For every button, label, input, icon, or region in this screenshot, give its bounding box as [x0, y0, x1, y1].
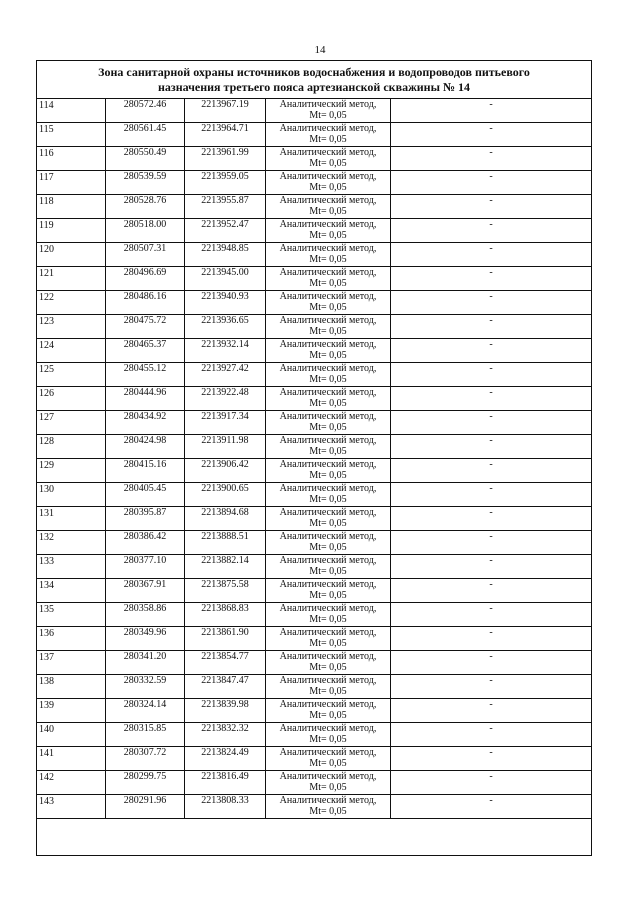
- x-coordinate-cell: 280395.87: [106, 507, 185, 531]
- table-row: [37, 723, 591, 747]
- y-coordinate-cell: 2213936.65: [185, 315, 266, 339]
- table-row: [37, 387, 591, 411]
- method-text: Аналитический метод,: [279, 267, 377, 278]
- accuracy-text: Mt= 0,05: [309, 182, 347, 193]
- method-text: Аналитический метод,: [279, 795, 377, 806]
- table-row: [37, 99, 591, 123]
- y-coordinate-cell: 2213875.58: [185, 579, 266, 603]
- accuracy-text: Mt= 0,05: [309, 542, 347, 553]
- x-coordinate-cell: 280518.00: [106, 219, 185, 243]
- accuracy-text: Mt= 0,05: [309, 638, 347, 649]
- table-row: [37, 603, 591, 627]
- table-row: [37, 219, 591, 243]
- y-coordinate-cell: 2213948.85: [185, 243, 266, 267]
- table-row: [37, 627, 591, 651]
- method-text: Аналитический метод,: [279, 363, 377, 374]
- method-text: Аналитический метод,: [279, 195, 377, 206]
- point-number-cell: 141: [37, 747, 106, 771]
- table-row: [37, 363, 591, 387]
- accuracy-text: Mt= 0,05: [309, 326, 347, 337]
- note-cell: -: [391, 747, 592, 771]
- y-coordinate-cell: 2213967.19: [185, 99, 266, 123]
- y-coordinate-cell: 2213955.87: [185, 195, 266, 219]
- table-row: [37, 147, 591, 171]
- method-text: Аналитический метод,: [279, 171, 377, 182]
- accuracy-text: Mt= 0,05: [309, 134, 347, 145]
- method-text: Аналитический метод,: [279, 435, 377, 446]
- accuracy-text: Mt= 0,05: [309, 110, 347, 121]
- table-row: [37, 771, 591, 795]
- coordinates-table: [37, 99, 591, 819]
- method-cell: [266, 291, 391, 315]
- table-row: [37, 339, 591, 363]
- y-coordinate-cell: 2213945.00: [185, 267, 266, 291]
- method-text: Аналитический метод,: [279, 603, 377, 614]
- y-coordinate-cell: 2213894.68: [185, 507, 266, 531]
- point-number-cell: 132: [37, 531, 106, 555]
- table-row: [37, 243, 591, 267]
- method-cell: [266, 723, 391, 747]
- note-cell: -: [391, 315, 592, 339]
- note-cell: -: [391, 243, 592, 267]
- point-number-cell: 126: [37, 387, 106, 411]
- note-cell: -: [391, 171, 592, 195]
- method-cell: [266, 603, 391, 627]
- x-coordinate-cell: 280386.42: [106, 531, 185, 555]
- y-coordinate-cell: 2213917.34: [185, 411, 266, 435]
- method-text: Аналитический метод,: [279, 579, 377, 590]
- table-row: [37, 411, 591, 435]
- x-coordinate-cell: 280550.49: [106, 147, 185, 171]
- note-cell: -: [391, 795, 592, 819]
- x-coordinate-cell: 280315.85: [106, 723, 185, 747]
- table-row: [37, 699, 591, 723]
- x-coordinate-cell: 280332.59: [106, 675, 185, 699]
- y-coordinate-cell: 2213961.99: [185, 147, 266, 171]
- x-coordinate-cell: 280434.92: [106, 411, 185, 435]
- x-coordinate-cell: 280539.59: [106, 171, 185, 195]
- point-number-cell: 122: [37, 291, 106, 315]
- table-row: [37, 747, 591, 771]
- method-text: Аналитический метод,: [279, 699, 377, 710]
- y-coordinate-cell: 2213816.49: [185, 771, 266, 795]
- method-cell: [266, 699, 391, 723]
- method-text: Аналитический метод,: [279, 411, 377, 422]
- accuracy-text: Mt= 0,05: [309, 566, 347, 577]
- note-cell: -: [391, 723, 592, 747]
- accuracy-text: Mt= 0,05: [309, 782, 347, 793]
- x-coordinate-cell: 280291.96: [106, 795, 185, 819]
- note-cell: -: [391, 603, 592, 627]
- method-cell: [266, 435, 391, 459]
- point-number-cell: 135: [37, 603, 106, 627]
- table-row: [37, 315, 591, 339]
- note-cell: -: [391, 363, 592, 387]
- method-cell: [266, 99, 391, 123]
- point-number-cell: 134: [37, 579, 106, 603]
- y-coordinate-cell: 2213808.33: [185, 795, 266, 819]
- table-row: [37, 123, 591, 147]
- table-row: [37, 459, 591, 483]
- table-row: [37, 195, 591, 219]
- y-coordinate-cell: 2213911.98: [185, 435, 266, 459]
- note-cell: -: [391, 147, 592, 171]
- point-number-cell: 127: [37, 411, 106, 435]
- method-text: Аналитический метод,: [279, 627, 377, 638]
- method-cell: [266, 339, 391, 363]
- title-line-1: Зона санитарной охраны источников водоснабжения и водопроводов питьевого: [98, 65, 530, 79]
- y-coordinate-cell: 2213824.49: [185, 747, 266, 771]
- note-cell: -: [391, 699, 592, 723]
- table-row: [37, 675, 591, 699]
- accuracy-text: Mt= 0,05: [309, 158, 347, 169]
- note-cell: -: [391, 267, 592, 291]
- y-coordinate-cell: 2213882.14: [185, 555, 266, 579]
- point-number-cell: 125: [37, 363, 106, 387]
- accuracy-text: Mt= 0,05: [309, 734, 347, 745]
- y-coordinate-cell: 2213940.93: [185, 291, 266, 315]
- point-number-cell: 119: [37, 219, 106, 243]
- point-number-cell: 114: [37, 99, 106, 123]
- accuracy-text: Mt= 0,05: [309, 758, 347, 769]
- method-text: Аналитический метод,: [279, 771, 377, 782]
- method-cell: [266, 795, 391, 819]
- x-coordinate-cell: 280424.98: [106, 435, 185, 459]
- method-text: Аналитический метод,: [279, 675, 377, 686]
- method-text: Аналитический метод,: [279, 531, 377, 542]
- point-number-cell: 140: [37, 723, 106, 747]
- table-row: [37, 507, 591, 531]
- point-number-cell: 115: [37, 123, 106, 147]
- point-number-cell: 142: [37, 771, 106, 795]
- x-coordinate-cell: 280561.45: [106, 123, 185, 147]
- y-coordinate-cell: 2213854.77: [185, 651, 266, 675]
- y-coordinate-cell: 2213900.65: [185, 483, 266, 507]
- table-row: [37, 795, 591, 819]
- x-coordinate-cell: 280475.72: [106, 315, 185, 339]
- y-coordinate-cell: 2213959.05: [185, 171, 266, 195]
- note-cell: -: [391, 579, 592, 603]
- note-cell: -: [391, 627, 592, 651]
- x-coordinate-cell: 280444.96: [106, 387, 185, 411]
- x-coordinate-cell: 280465.37: [106, 339, 185, 363]
- accuracy-text: Mt= 0,05: [309, 806, 347, 817]
- note-cell: -: [391, 771, 592, 795]
- x-coordinate-cell: 280299.75: [106, 771, 185, 795]
- point-number-cell: 133: [37, 555, 106, 579]
- point-number-cell: 121: [37, 267, 106, 291]
- note-cell: -: [391, 507, 592, 531]
- method-cell: [266, 267, 391, 291]
- y-coordinate-cell: 2213964.71: [185, 123, 266, 147]
- x-coordinate-cell: 280496.69: [106, 267, 185, 291]
- table-row: [37, 483, 591, 507]
- table-row: [37, 555, 591, 579]
- method-text: Аналитический метод,: [279, 123, 377, 134]
- x-coordinate-cell: 280358.86: [106, 603, 185, 627]
- point-number-cell: 120: [37, 243, 106, 267]
- accuracy-text: Mt= 0,05: [309, 470, 347, 481]
- accuracy-text: Mt= 0,05: [309, 230, 347, 241]
- method-cell: [266, 219, 391, 243]
- y-coordinate-cell: 2213839.98: [185, 699, 266, 723]
- y-coordinate-cell: 2213847.47: [185, 675, 266, 699]
- note-cell: -: [391, 411, 592, 435]
- method-cell: [266, 555, 391, 579]
- note-cell: -: [391, 195, 592, 219]
- document-frame: [36, 60, 592, 856]
- method-text: Аналитический метод,: [279, 339, 377, 350]
- point-number-cell: 123: [37, 315, 106, 339]
- method-text: Аналитический метод,: [279, 555, 377, 566]
- accuracy-text: Mt= 0,05: [309, 398, 347, 409]
- y-coordinate-cell: 2213868.83: [185, 603, 266, 627]
- page-number: 14: [314, 44, 326, 56]
- x-coordinate-cell: 280307.72: [106, 747, 185, 771]
- accuracy-text: Mt= 0,05: [309, 614, 347, 625]
- table-row: [37, 291, 591, 315]
- note-cell: -: [391, 435, 592, 459]
- x-coordinate-cell: 280455.12: [106, 363, 185, 387]
- x-coordinate-cell: 280572.46: [106, 99, 185, 123]
- table-row: [37, 531, 591, 555]
- note-cell: -: [391, 339, 592, 363]
- method-text: Аналитический метод,: [279, 147, 377, 158]
- x-coordinate-cell: 280486.16: [106, 291, 185, 315]
- note-cell: -: [391, 99, 592, 123]
- method-text: Аналитический метод,: [279, 507, 377, 518]
- method-cell: [266, 243, 391, 267]
- y-coordinate-cell: 2213888.51: [185, 531, 266, 555]
- accuracy-text: Mt= 0,05: [309, 206, 347, 217]
- method-cell: [266, 123, 391, 147]
- table-row: [37, 267, 591, 291]
- note-cell: -: [391, 675, 592, 699]
- point-number-cell: 129: [37, 459, 106, 483]
- method-cell: [266, 363, 391, 387]
- note-cell: -: [391, 123, 592, 147]
- accuracy-text: Mt= 0,05: [309, 278, 347, 289]
- method-text: Аналитический метод,: [279, 747, 377, 758]
- accuracy-text: Mt= 0,05: [309, 518, 347, 529]
- accuracy-text: Mt= 0,05: [309, 254, 347, 265]
- point-number-cell: 128: [37, 435, 106, 459]
- y-coordinate-cell: 2213932.14: [185, 339, 266, 363]
- y-coordinate-cell: 2213927.42: [185, 363, 266, 387]
- method-cell: [266, 675, 391, 699]
- point-number-cell: 130: [37, 483, 106, 507]
- method-text: Аналитический метод,: [279, 315, 377, 326]
- table-row: [37, 435, 591, 459]
- x-coordinate-cell: 280367.91: [106, 579, 185, 603]
- note-cell: -: [391, 555, 592, 579]
- method-cell: [266, 747, 391, 771]
- method-text: Аналитический метод,: [279, 723, 377, 734]
- table-title: [37, 61, 591, 99]
- method-cell: [266, 579, 391, 603]
- accuracy-text: Mt= 0,05: [309, 446, 347, 457]
- method-cell: [266, 171, 391, 195]
- method-cell: [266, 483, 391, 507]
- accuracy-text: Mt= 0,05: [309, 662, 347, 673]
- method-cell: [266, 411, 391, 435]
- accuracy-text: Mt= 0,05: [309, 686, 347, 697]
- x-coordinate-cell: 280377.10: [106, 555, 185, 579]
- note-cell: -: [391, 651, 592, 675]
- point-number-cell: 138: [37, 675, 106, 699]
- method-text: Аналитический метод,: [279, 651, 377, 662]
- point-number-cell: 143: [37, 795, 106, 819]
- method-text: Аналитический метод,: [279, 483, 377, 494]
- method-cell: [266, 195, 391, 219]
- point-number-cell: 118: [37, 195, 106, 219]
- y-coordinate-cell: 2213922.48: [185, 387, 266, 411]
- method-cell: [266, 627, 391, 651]
- accuracy-text: Mt= 0,05: [309, 374, 347, 385]
- y-coordinate-cell: 2213906.42: [185, 459, 266, 483]
- accuracy-text: Mt= 0,05: [309, 590, 347, 601]
- x-coordinate-cell: 280341.20: [106, 651, 185, 675]
- accuracy-text: Mt= 0,05: [309, 710, 347, 721]
- point-number-cell: 136: [37, 627, 106, 651]
- note-cell: -: [391, 531, 592, 555]
- note-cell: -: [391, 483, 592, 507]
- note-cell: -: [391, 387, 592, 411]
- y-coordinate-cell: 2213832.32: [185, 723, 266, 747]
- note-cell: -: [391, 291, 592, 315]
- method-cell: [266, 315, 391, 339]
- table-body: [37, 99, 591, 819]
- method-text: Аналитический метод,: [279, 219, 377, 230]
- x-coordinate-cell: 280324.14: [106, 699, 185, 723]
- method-text: Аналитический метод,: [279, 291, 377, 302]
- point-number-cell: 137: [37, 651, 106, 675]
- method-cell: [266, 147, 391, 171]
- accuracy-text: Mt= 0,05: [309, 302, 347, 313]
- method-cell: [266, 771, 391, 795]
- accuracy-text: Mt= 0,05: [309, 494, 347, 505]
- note-cell: -: [391, 219, 592, 243]
- point-number-cell: 131: [37, 507, 106, 531]
- method-text: Аналитический метод,: [279, 243, 377, 254]
- point-number-cell: 124: [37, 339, 106, 363]
- method-cell: [266, 459, 391, 483]
- x-coordinate-cell: 280405.45: [106, 483, 185, 507]
- x-coordinate-cell: 280349.96: [106, 627, 185, 651]
- accuracy-text: Mt= 0,05: [309, 350, 347, 361]
- table-row: [37, 651, 591, 675]
- table-row: [37, 579, 591, 603]
- note-cell: -: [391, 459, 592, 483]
- point-number-cell: 116: [37, 147, 106, 171]
- accuracy-text: Mt= 0,05: [309, 422, 347, 433]
- method-cell: [266, 651, 391, 675]
- method-text: Аналитический метод,: [279, 459, 377, 470]
- point-number-cell: 139: [37, 699, 106, 723]
- method-cell: [266, 387, 391, 411]
- x-coordinate-cell: 280528.76: [106, 195, 185, 219]
- table-row: [37, 171, 591, 195]
- x-coordinate-cell: 280415.16: [106, 459, 185, 483]
- title-line-2: назначения третьего пояса артезианской скважины № 14: [157, 80, 471, 94]
- y-coordinate-cell: 2213952.47: [185, 219, 266, 243]
- method-cell: [266, 507, 391, 531]
- method-text: Аналитический метод,: [279, 99, 377, 110]
- x-coordinate-cell: 280507.31: [106, 243, 185, 267]
- method-text: Аналитический метод,: [279, 387, 377, 398]
- y-coordinate-cell: 2213861.90: [185, 627, 266, 651]
- method-cell: [266, 531, 391, 555]
- point-number-cell: 117: [37, 171, 106, 195]
